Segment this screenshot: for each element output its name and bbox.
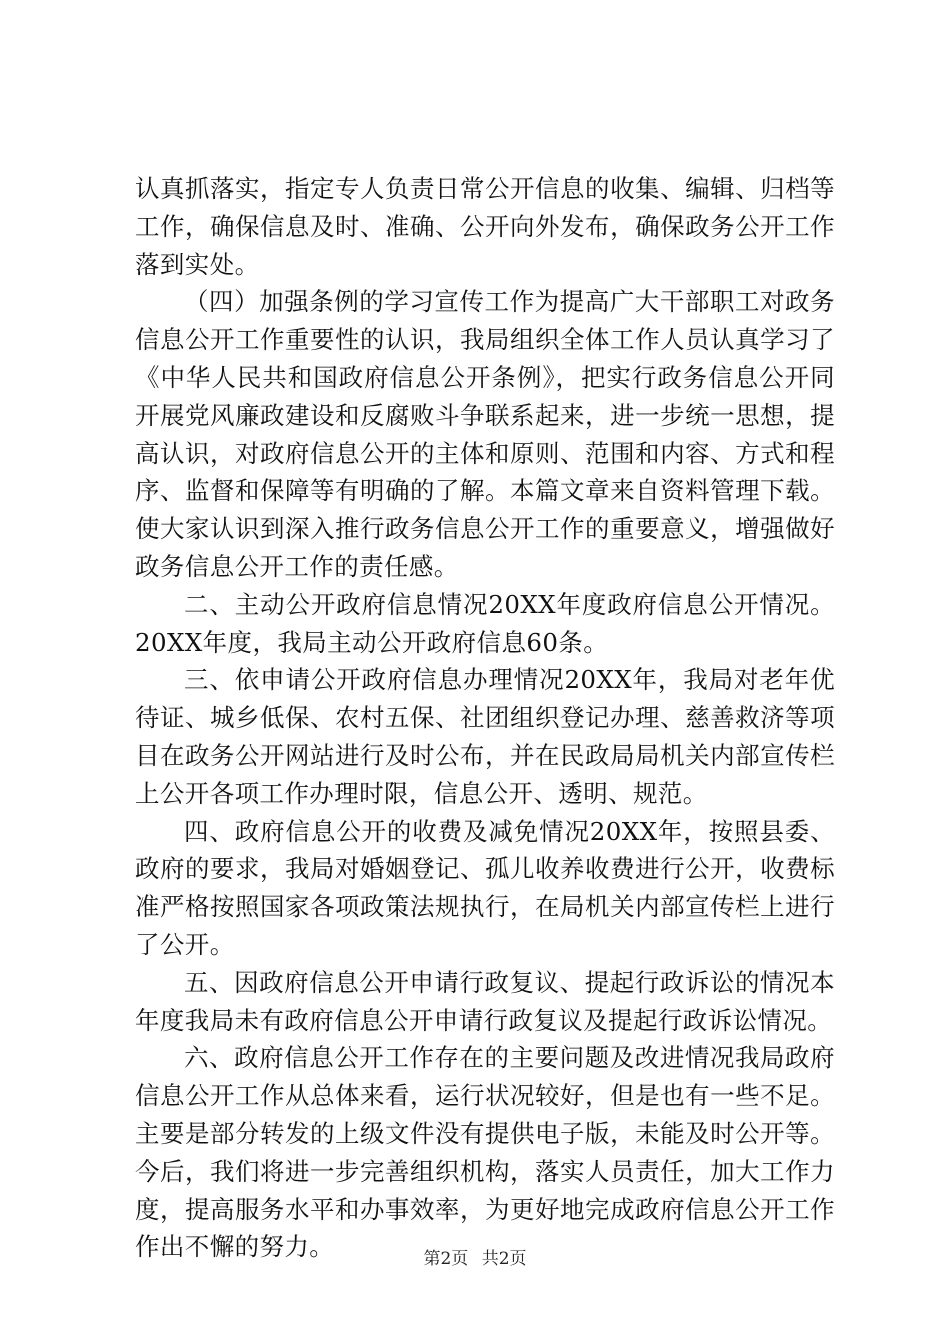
document-body <box>135 170 835 1266</box>
paragraph-section-two: 二、主动公开政府信息情况20XX年度政府信息公开情况。20XX年度，我局主动公开政府信息60条。 <box>135 589 835 657</box>
paragraph-section-four-fees: 四、政府信息公开的收费及减免情况20XX年，按照县委、政府的要求，我局对婚姻登记、孤儿收养收费进行公开，收费标准严格按照国家各项政策法规执行，在局机关内部宣传栏上进行了公开。 <box>135 816 835 959</box>
page-footer <box>0 1244 950 1269</box>
paragraph-section-four: （四）加强条例的学习宣传工作为提高广大干部职工对政务信息公开工作重要性的认识，我局组织全体工作人员认真学习了《中华人民共和国政府信息公开条例》，把实行政务信息公开同开展党风廉政建设和反腐败斗争联系起来，进一步统一思想，提高认识，对政府信息公开的主体和原则、范围和内容、方式和程序、监督和保障等有明确的了解。本篇文章来自资料管理下载。使大家认识到深入推行政务信息公开工作的重要意义，增强做好政务信息公开工作的责任感。 <box>135 287 835 581</box>
paragraph-section-three: 三、依申请公开政府信息办理情况20XX年，我局对老年优待证、城乡低保、农村五保、社团组织登记办理、慈善救济等项目在政务公开网站进行及时公布，并在民政局局机关内部宣传栏上公开各项工作办理时限，信息公开、透明、规范。 <box>135 665 835 808</box>
page-number-current: 第2页 <box>423 1249 469 1269</box>
paragraph-section-six: 六、政府信息公开工作存在的主要问题及改进情况我局政府信息公开工作从总体来看，运行状况较好，但是也有一些不足。主要是部分转发的上级文件没有提供电子版，未能及时公开等。今后，我们将进一步完善组织机构，落实人员责任，加大工作力度，提高服务水平和办事效率，为更好地完成政府信息公开工作作出不懈的努力。 <box>135 1043 835 1262</box>
paragraph-section-five: 五、因政府信息公开申请行政复议、提起行政诉讼的情况本年度我局未有政府信息公开申请行政复议及提起行政诉讼情况。 <box>135 967 835 1035</box>
paragraph-continuation: 认真抓落实，指定专人负责日常公开信息的收集、编辑、归档等工作，确保信息及时、准确、公开向外发布，确保政务公开工作落到实处。 <box>135 174 835 279</box>
page-number-total: 共2页 <box>481 1249 527 1269</box>
